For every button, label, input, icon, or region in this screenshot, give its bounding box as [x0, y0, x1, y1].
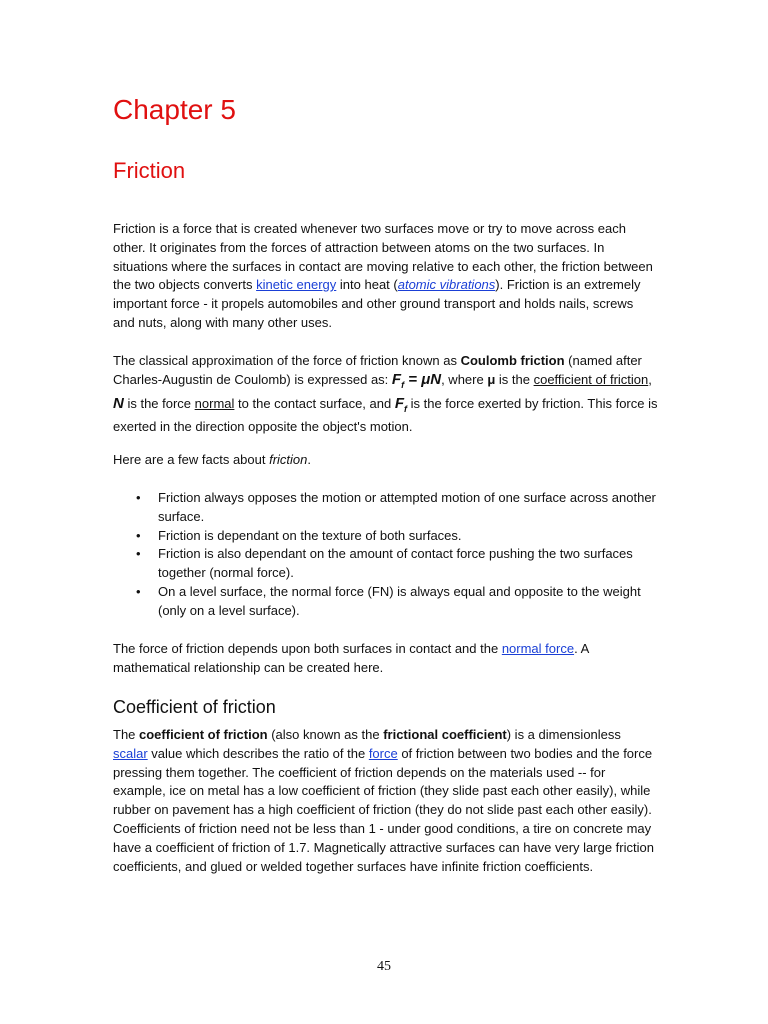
force-link[interactable]: force	[368, 745, 398, 761]
coulomb-text-5: ,	[648, 371, 652, 387]
atomic-vibrations-link[interactable]: atomic vibrations	[397, 277, 496, 293]
coef-text-1: The	[113, 727, 140, 742]
coulomb-text-3: , where	[441, 371, 488, 387]
scalar-link[interactable]: scalar	[113, 745, 148, 761]
coulomb-text-4: is the	[495, 371, 534, 387]
coulomb-text-2: (named after Charles-Augustin de Coulomb) is expressed as:	[113, 353, 642, 387]
equation-sub-f: f	[401, 379, 405, 390]
coef-text-5: of friction between two bodies and the force pressing them together. The coefficient of friction depends on the materials used -- for example, ice on metal has a low coefficient of friction (they slide past each other easily), while rubber on pavement has a high coefficient of friction (they do not slide past each other easily). Coefficients of friction need not be less than 1 - under good conditions, a tire on concrete may have a coefficient of friction of 1.7. Magnetically attractive surfaces can have very large friction coefficients, and glued or welded together surfaces have infinite friction coefficients.	[113, 745, 654, 874]
list-item: • Friction is also dependant on the amount of contact force pushing the two surfaces together (normal force).	[158, 545, 658, 583]
friction-equation	[392, 371, 441, 388]
kinetic-energy-link[interactable]: kinetic energy	[256, 277, 337, 293]
coulomb-text-6: is the force	[123, 395, 195, 411]
intro-text-2: into heat (	[336, 277, 398, 293]
section-title: Friction	[113, 158, 186, 183]
equation-rhs: = μN	[404, 370, 442, 388]
paragraph-coulomb	[113, 352, 658, 437]
normal-force-text-2: . A mathematical relationship can be created here.	[113, 641, 589, 675]
facts-list	[113, 489, 658, 621]
paragraph-intro	[113, 220, 658, 333]
list-item: • Friction is dependant on the texture of both surfaces.	[158, 527, 658, 546]
coulomb-text-7: to the contact surface, and	[234, 395, 395, 411]
paragraph-facts-intro	[113, 451, 658, 470]
normal-term: normal	[194, 395, 235, 411]
coulomb-friction-term: Coulomb friction	[460, 353, 565, 368]
facts-intro-text-1: Here are a few facts about	[113, 452, 270, 467]
coef-bold-1: coefficient of friction	[139, 727, 268, 742]
paragraph-coefficient	[113, 726, 658, 876]
facts-intro-em: friction	[269, 452, 308, 467]
mu-symbol: μ	[487, 371, 496, 387]
normal-force-link[interactable]: normal force	[501, 641, 575, 656]
coulomb-text-1: The classical approximation of the force of friction known as	[113, 353, 461, 368]
n-symbol: N	[113, 394, 124, 412]
normal-force-text-1: The force of friction depends upon both surfaces in contact and the	[113, 641, 502, 656]
chapter-title: Chapter 5	[113, 94, 236, 125]
list-item: • Friction always opposes the motion or attempted motion of one surface across another surface.	[158, 489, 658, 527]
ff-sub: f	[404, 403, 408, 414]
intro-text-3: ). Friction is an extremely important force - it propels automobiles and other ground transport and holds nails, screws and nuts, along with many other uses.	[113, 277, 641, 330]
ff-symbol: F	[394, 394, 405, 412]
coulomb-text-8: is the force exerted by friction. This force is exerted in the direction opposite the object's motion.	[113, 395, 658, 435]
equation-f: F	[391, 370, 402, 388]
coefficient-of-friction-term: coefficient of friction	[533, 371, 649, 387]
facts-intro-text-2: .	[307, 452, 312, 467]
coef-bold-2: frictional coefficient	[383, 727, 507, 742]
intro-text-1: Friction is a force that is created whenever two surfaces move or try to move across each other. It originates from the forces of attraction between atoms on the two surfaces. In situations where the surfaces in contact are moving relative to each other, the friction between the two objects converts	[113, 221, 653, 293]
coef-text-2: (also known as the	[267, 727, 384, 742]
list-item: • On a level surface, the normal force (FN) is always equal and opposite to the weight (only on a level surface).	[158, 583, 658, 621]
coef-text-4: value which describes the ratio of the	[147, 745, 369, 761]
page-number: 45	[377, 959, 391, 974]
coef-text-3: ) is a dimensionless	[506, 727, 621, 742]
paragraph-normal-force	[113, 640, 658, 678]
coefficient-subheading: Coefficient of friction	[113, 697, 276, 717]
